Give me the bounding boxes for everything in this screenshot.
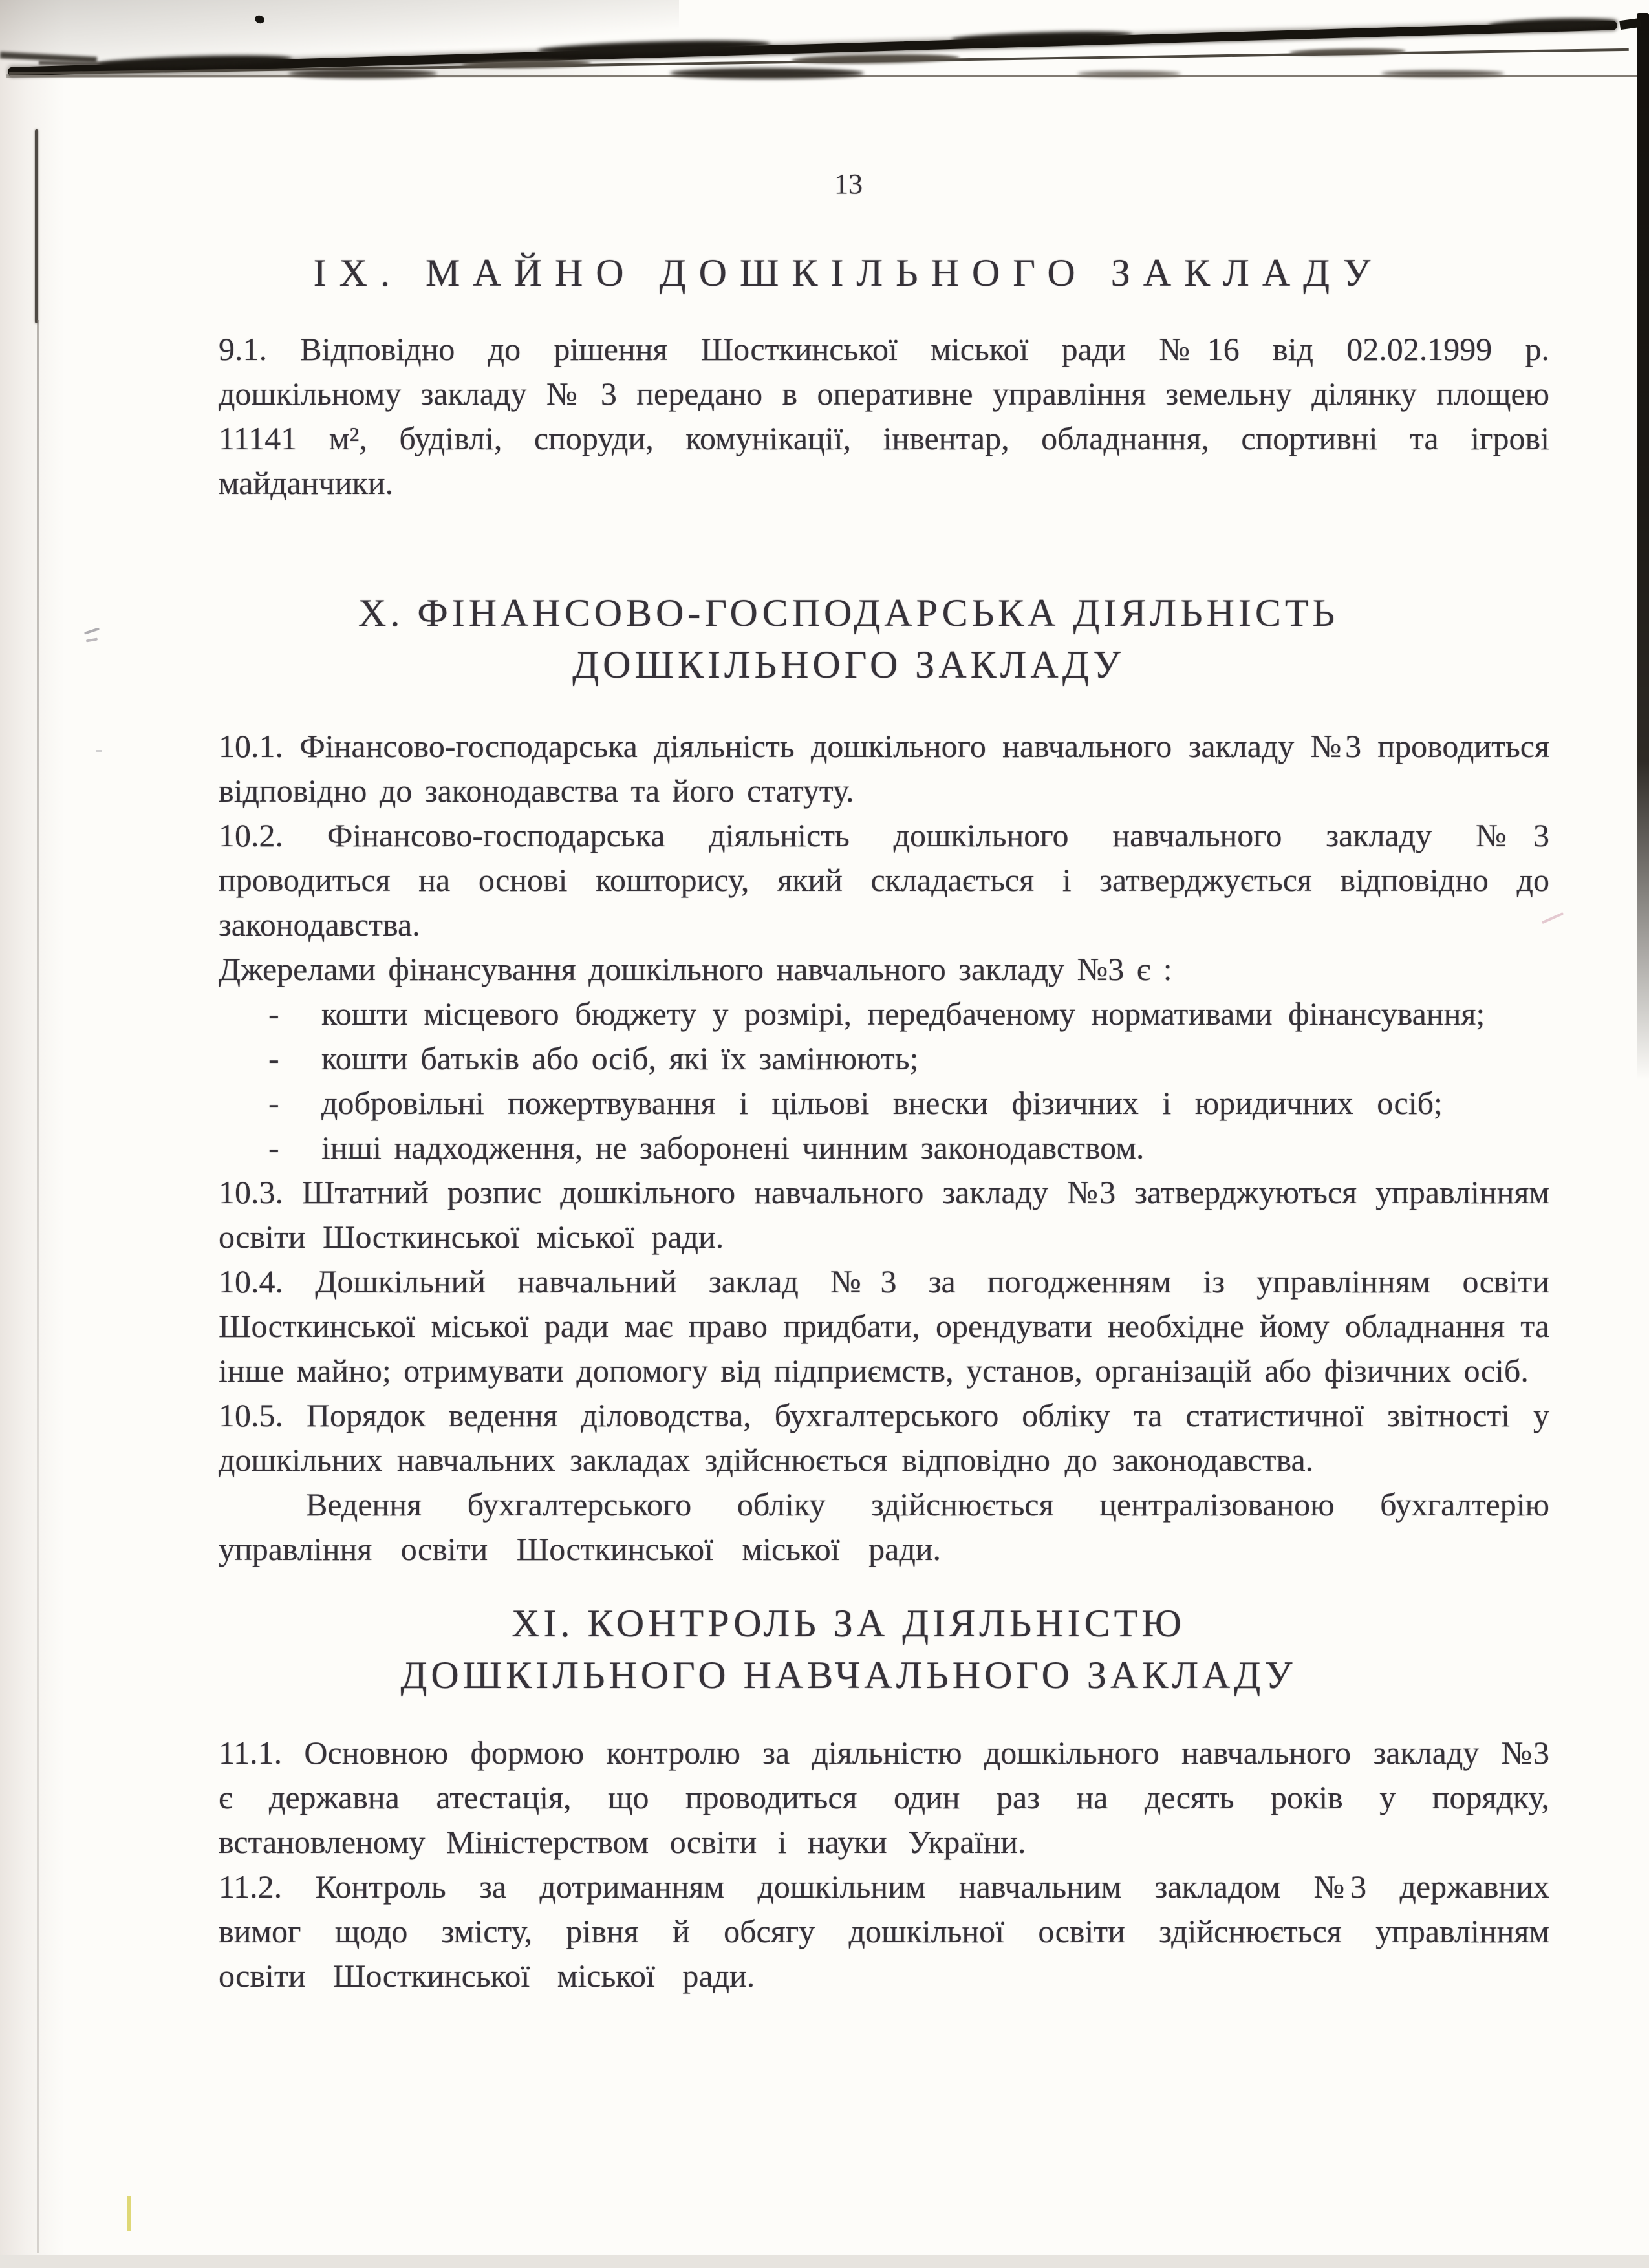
section-xi-heading	[183, 1598, 1514, 1701]
paragraph-11-2: 11.2. Контроль за дотриманням дошкільним навчальним закладом №3 державних вимог щодо змісту, рівня й обсягу дошкільної освіти здійснюється управлінням освіти Шосткинської міської ради.	[219, 1868, 1549, 1994]
edge-bulge	[1381, 70, 1504, 77]
section-x-heading-line2: ДОШКІЛЬНОГО ЗАКЛАДУ	[572, 643, 1125, 686]
funding-source-item	[219, 1036, 1549, 1081]
section-ix-heading: ІХ. МАЙНО ДОШКІЛЬНОГО ЗАКЛАДУ	[313, 251, 1384, 294]
list-dash-marker: -	[268, 1129, 279, 1166]
funding-sources-list	[219, 992, 1549, 1170]
left-page-edge-line	[35, 129, 38, 323]
list-item-text: добровільні пожертвування і цільові внески фізичних і юридичних осіб;	[321, 1085, 1443, 1121]
right-page-edge-dark-bar	[1637, 13, 1649, 1080]
edge-bulge	[1488, 17, 1617, 31]
front-page-top-edge-line	[10, 75, 1640, 77]
funding-source-item	[219, 992, 1549, 1036]
list-item-text: інші надходження, не заборонені чинним законодавством.	[321, 1129, 1145, 1166]
list-item-text: кошти батьків або осіб, які їх замінюють;	[321, 1040, 919, 1076]
edge-bulge	[670, 68, 864, 79]
paragraph-10-2: 10.2. Фінансово-господарська діяльність дошкільного навчального закладу №3 проводиться на основі кошторису, який складається і затверджується відповідно до законодавства.	[219, 817, 1549, 943]
left-page-edge-line-faint	[37, 320, 39, 2253]
list-dash-marker: -	[268, 1040, 279, 1076]
section-x-heading-line1: Х. ФІНАНСОВО-ГОСПОДАРСЬКА ДІЯЛЬНІСТЬ	[358, 592, 1339, 634]
edge-bulge	[951, 30, 1132, 44]
section-xi-heading-line2: ДОШКІЛЬНОГО НАВЧАЛЬНОГО ЗАКЛАДУ	[400, 1654, 1297, 1696]
edge-bulge	[1289, 48, 1406, 56]
paragraph-10-3: 10.3. Штатний розпис дошкільного навчального закладу №3 затверджуються управлінням освіти Шосткинської міської ради.	[219, 1174, 1549, 1255]
funding-source-item	[219, 1126, 1549, 1170]
bottom-scan-edge-strip	[0, 2255, 1649, 2268]
section-x-heading	[183, 587, 1514, 690]
edge-bulge	[288, 69, 437, 78]
paragraph-9-1: 9.1. Відповідно до рішення Шосткинської міської ради №16 від 02.02.1999 р. дошкільному закладу № 3 передано в оперативне управління земельну ділянку площею 11141 м², будівлі, споруди, комунікації, інвентар, обладнання, спортивні та ігрові майданчики.	[219, 331, 1549, 501]
edge-bulge	[792, 53, 960, 65]
stray-pencil-mark	[84, 627, 100, 634]
paragraph-10-4: 10.4. Дошкільний навчальний заклад №3 за погодженням із управлінням освіти Шосткинської міської ради має право придбати, орендувати необхідне йому обладнання та інше майно; отримувати допомогу від підприємств, установ, організацій або фізичних осіб.	[219, 1263, 1549, 1389]
paragraph-funding-sources-intro: Джерелами фінансування дошкільного навчального закладу №3 є :	[219, 951, 1172, 987]
list-dash-marker: -	[268, 996, 279, 1032]
list-item-text: кошти місцевого бюджету у розмірі, передбаченому нормативами фінансування;	[321, 996, 1485, 1032]
paragraph-accounting: Ведення бухгалтерського обліку здійснюється централізованою бухгалтерію управління освіти Шосткинської міської ради.	[219, 1486, 1549, 1567]
paragraph-10-5: 10.5. Порядок ведення діловодства, бухгалтерського обліку та статистичної звітності у дошкільних навчальних закладах здійснюється відповідно до законодавства.	[219, 1397, 1549, 1478]
funding-source-item	[219, 1081, 1549, 1126]
stray-speck	[96, 750, 102, 752]
stray-pencil-mark	[86, 637, 98, 642]
edge-bulge	[1077, 71, 1181, 77]
page-number: 13	[834, 168, 863, 200]
list-dash-marker: -	[268, 1085, 279, 1121]
section-xi-heading-line1: ХІ. КОНТРОЛЬ ЗА ДІЯЛЬНІСТЮ	[512, 1602, 1185, 1645]
paragraph-10-1: 10.1. Фінансово-господарська діяльність дошкільного навчального закладу №3 проводиться відповідно до законодавства та його статуту.	[219, 728, 1549, 809]
paragraph-11-1: 11.1. Основною формою контролю за діяльністю дошкільного навчального закладу №3 є державна атестація, що проводиться один раз на десять років у порядку, встановленому Міністерством освіти і науки України.	[219, 1735, 1549, 1860]
yellow-highlight-dash	[127, 2196, 131, 2231]
document-content	[219, 162, 1549, 1998]
left-page-edge-shadow	[0, 0, 65, 2268]
